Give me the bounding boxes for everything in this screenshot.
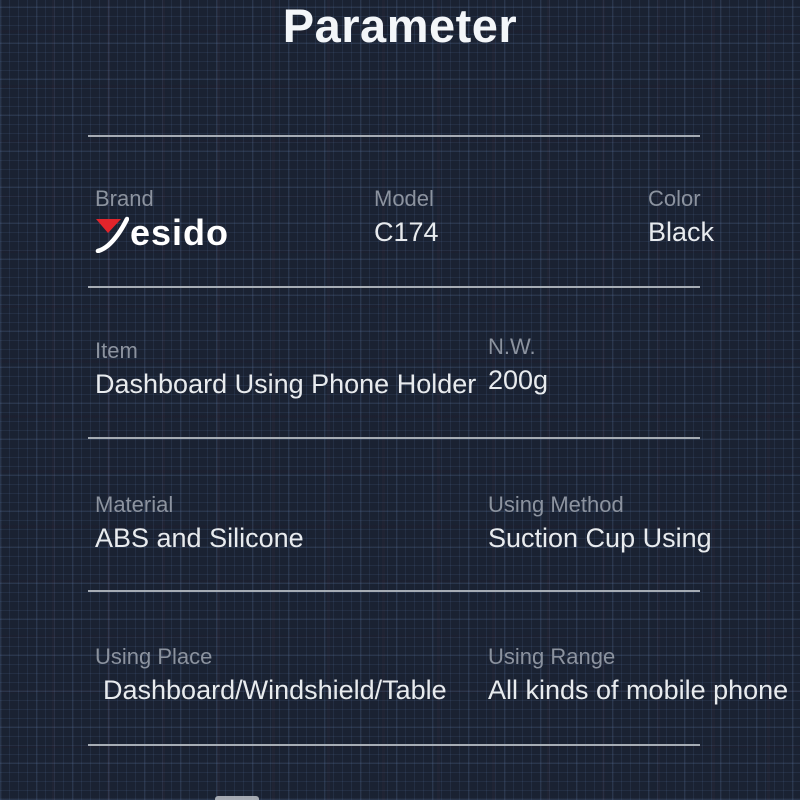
next-section-peek: [215, 796, 259, 800]
spec-label-material: Material: [95, 492, 174, 517]
spec-value-using-range: All kinds of mobile phone: [488, 675, 789, 705]
yesido-logo: [95, 212, 230, 253]
spec-label-brand: Brand: [95, 186, 154, 211]
spec-value-material: ABS and Silicone: [95, 523, 304, 553]
spec-label-item: Item: [95, 338, 138, 363]
spec-label-using-place: Using Place: [95, 644, 213, 669]
divider: [88, 437, 700, 439]
spec-value-using-method: Suction Cup Using: [488, 523, 712, 553]
spec-cell-material: [95, 492, 304, 554]
divider: [88, 744, 700, 746]
spec-label-using-range: Using Range: [488, 644, 616, 669]
spec-label-color: Color: [648, 186, 701, 211]
spec-label-using-method: Using Method: [488, 492, 624, 517]
yesido-logo-text: esido: [130, 212, 230, 253]
spec-value-item: Dashboard Using Phone Holder: [95, 369, 477, 399]
spec-cell-net-weight: [488, 334, 548, 396]
page-title: Parameter: [282, 0, 518, 52]
spec-value-using-place: Dashboard/Windshield/Table: [103, 675, 447, 705]
spec-cell-color: [648, 186, 714, 248]
spec-label-net-weight: N.W.: [488, 334, 536, 359]
spec-cell-brand: [95, 186, 229, 253]
spec-value-model: C174: [374, 217, 439, 247]
spec-cell-using-place: [95, 644, 447, 706]
divider: [88, 135, 700, 137]
spec-value-net-weight: 200g: [488, 365, 549, 395]
yesido-y-icon: [95, 215, 129, 253]
spec-cell-model: [374, 186, 439, 248]
spec-cell-using-range: [488, 644, 788, 706]
spec-cell-using-method: [488, 492, 712, 554]
spec-cell-item: [95, 338, 476, 400]
spec-value-color: Black: [648, 217, 715, 247]
spec-label-model: Model: [374, 186, 434, 211]
divider: [88, 590, 700, 592]
divider: [88, 286, 700, 288]
